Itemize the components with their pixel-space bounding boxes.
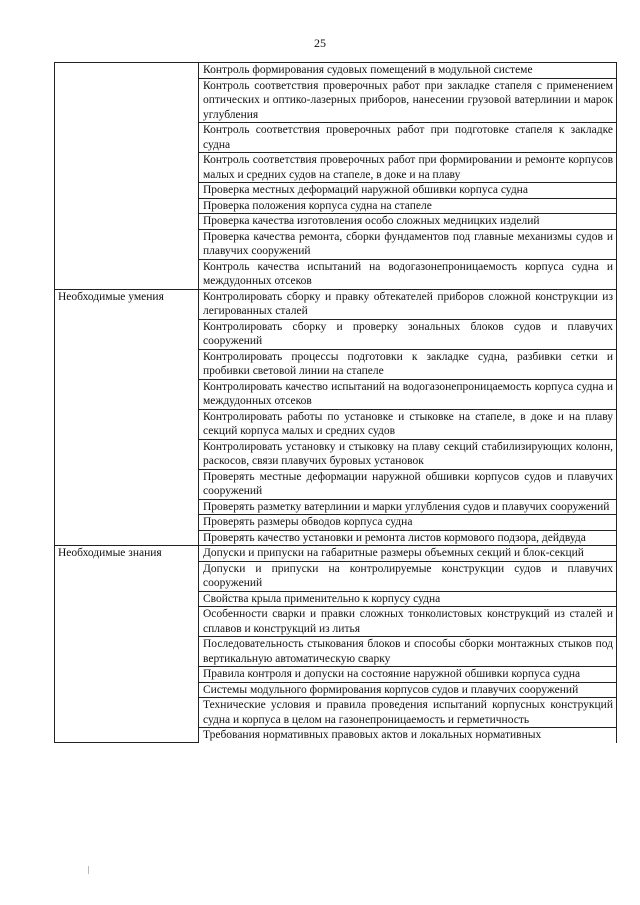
requirements-table-body: [55, 63, 617, 743]
requirement-item: Последовательность стыкования блоков и способы сборки монтажных стыков под вертикальную автоматическую сварку: [199, 637, 617, 667]
requirement-item: Технические условия и правила проведения испытаний корпусных конструкций судна и корпуса в целом на газонепроницаемость и герметичность: [199, 698, 617, 728]
scan-mark: [88, 866, 89, 874]
requirement-item: Проверка качества изготовления особо сложных медницких изделий: [199, 214, 617, 230]
requirement-item: Проверять качество установки и ремонта листов кормового подзора, дейдвуда: [199, 530, 617, 546]
table-row: [55, 289, 617, 319]
table-row: [55, 546, 617, 562]
section-category: Необходимые умения: [55, 289, 199, 546]
requirement-item: Проверять местные деформации наружной обшивки корпусов судов и плавучих сооружений: [199, 469, 617, 499]
requirement-item: Контроль соответствия проверочных работ при закладке стапеля с применением оптических и оптико-лазерных приборов, нанесении грузовой ватерлинии и марок углубления: [199, 78, 617, 123]
requirement-item: Системы модульного формирования корпусов судов и плавучих сооружений: [199, 682, 617, 698]
requirement-item: Проверка местных деформаций наружной обшивки корпуса судна: [199, 183, 617, 199]
requirement-item: Требования нормативных правовых актов и локальных нормативных: [199, 728, 617, 743]
requirement-item: Свойства крыла применительно к корпусу судна: [199, 591, 617, 607]
requirement-item: Особенности сварки и правки сложных тонколистовых конструкций из сталей и сплавов и конструкций из литья: [199, 607, 617, 637]
requirements-table: [54, 62, 617, 743]
requirement-item: Контроль соответствия проверочных работ при формировании и ремонте корпусов малых и средних судов на стапеле, в доке и на плаву: [199, 153, 617, 183]
section-category: [55, 63, 199, 290]
requirement-item: Проверять разметку ватерлинии и марки углубления судов и плавучих сооружений: [199, 499, 617, 515]
requirement-item: Контролировать процессы подготовки к закладке судна, разбивки сетки и пробивки световой линии на стапеле: [199, 349, 617, 379]
requirement-item: Правила контроля и допуски на состояние наружной обшивки корпуса судна: [199, 667, 617, 683]
requirement-item: Контроль качества испытаний на водогазонепроницаемость корпуса судна и междудонных отсеков: [199, 259, 617, 289]
table-row: [55, 63, 617, 79]
requirement-item: Проверка качества ремонта, сборки фундаментов под главные механизмы судов и плавучих сооружений: [199, 229, 617, 259]
requirement-item: Контролировать установку и стыковку на плаву секций стабилизирующих колонн, раскосов, связи плавучих буровых установок: [199, 439, 617, 469]
requirement-item: Проверять размеры обводов корпуса судна: [199, 515, 617, 531]
requirement-item: Контролировать работы по установке и стыковке на стапеле, в доке и на плаву секций корпуса малых и средних судов: [199, 409, 617, 439]
requirement-item: Контроль формирования судовых помещений в модульной системе: [199, 63, 617, 79]
requirement-item: Контролировать сборку и проверку зональных блоков судов и плавучих сооружений: [199, 319, 617, 349]
requirement-item: Контролировать качество испытаний на водогазонепроницаемость корпуса судна и междудонных отсеков: [199, 379, 617, 409]
section-category: Необходимые знания: [55, 546, 199, 743]
requirement-item: Допуски и припуски на контролируемые конструкции судов и плавучих сооружений: [199, 561, 617, 591]
requirement-item: Контроль соответствия проверочных работ при подготовке стапеля к закладке судна: [199, 123, 617, 153]
requirement-item: Допуски и припуски на габаритные размеры объемных секций и блок-секций: [199, 546, 617, 562]
page-number: 25: [314, 36, 326, 50]
requirement-item: Контролировать сборку и правку обтекателей приборов сложной конструкции из легированных сталей: [199, 289, 617, 319]
requirement-item: Проверка положения корпуса судна на стапеле: [199, 198, 617, 214]
